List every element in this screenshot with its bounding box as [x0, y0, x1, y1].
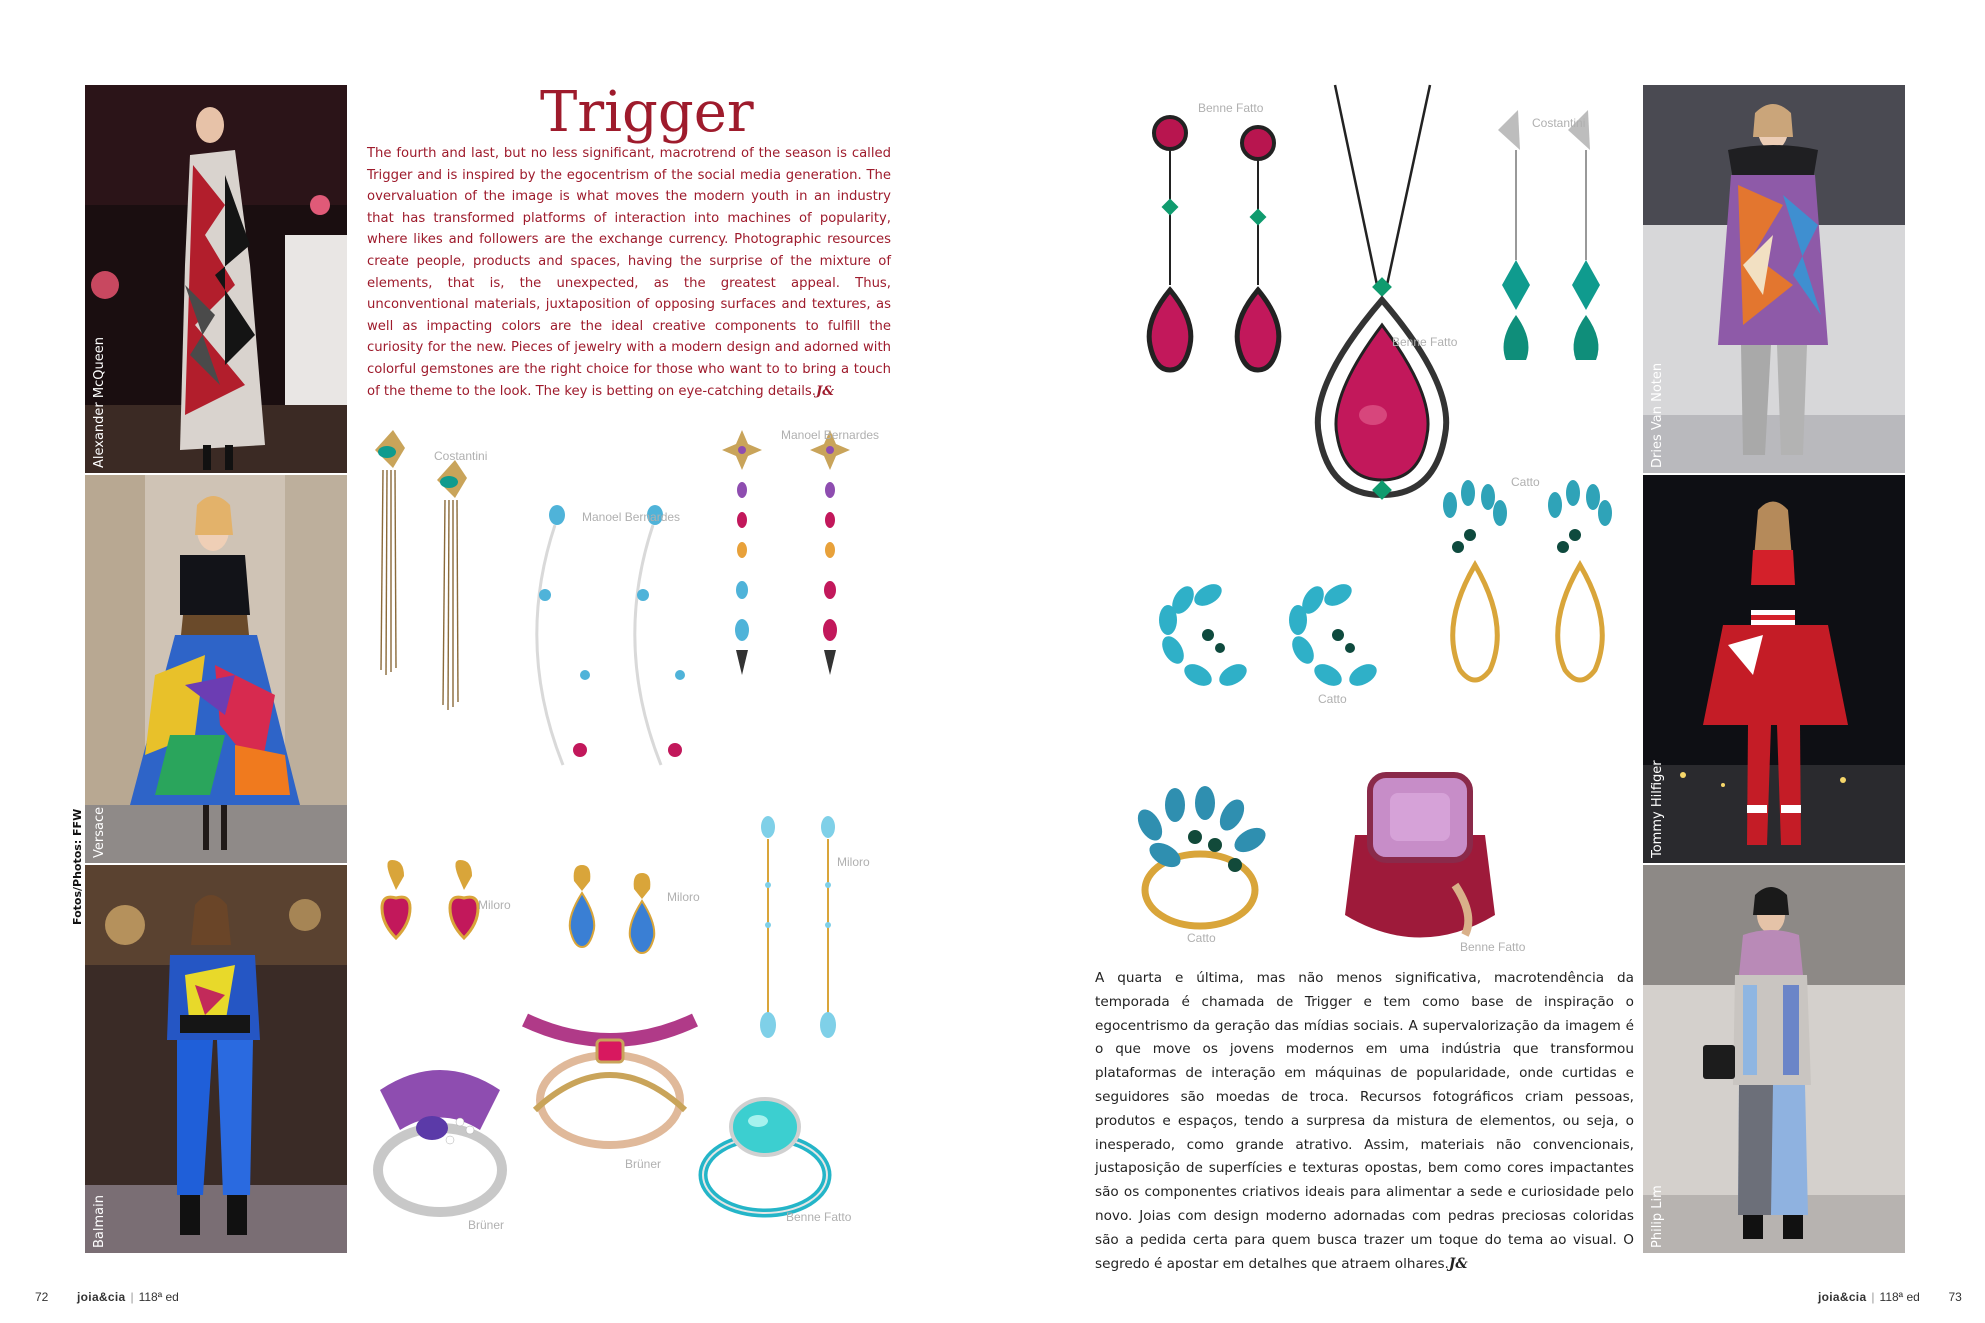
runway-photo-versace — [85, 475, 347, 863]
manoel-bernardes-drop-earrings — [720, 430, 855, 680]
end-mark: J& — [815, 383, 835, 399]
footer-edition-left: 118ª ed — [138, 1290, 179, 1304]
label-benne-fatto-earrings: Benne Fatto — [1198, 101, 1264, 115]
bruner-ruby-cross-ring — [515, 1000, 700, 1155]
benne-fatto-rubellite-earrings — [1140, 95, 1290, 385]
benne-fatto-amethyst-cocktail-ring — [1335, 765, 1505, 950]
caption-versace: Versace — [92, 806, 107, 858]
end-mark-pt: J& — [1448, 1255, 1468, 1272]
label-catto-hoops: Catto — [1511, 475, 1540, 489]
label-miloro-long: Miloro — [837, 855, 870, 869]
label-manoel-bernardes-drops: Manoel Bernardes — [781, 428, 880, 442]
benne-fatto-paraiba-ring — [690, 1085, 840, 1225]
runway-photo-alexander-mcqueen — [85, 85, 347, 473]
costantini-green-drop-earrings — [1490, 110, 1615, 370]
label-costantini-left: Costantini — [434, 449, 488, 463]
label-miloro-drop: Miloro — [667, 890, 700, 904]
benne-fatto-rubellite-pendant — [1305, 85, 1460, 525]
footer-left: 72 joia&cia | 118ª ed — [35, 1290, 179, 1304]
label-miloro-heart: Miloro — [478, 898, 511, 912]
label-benne-fatto-pendant: Benne Fatto — [1392, 335, 1458, 349]
catto-paisley-drop-earrings — [1430, 475, 1630, 695]
page-number-left: 72 — [35, 1290, 49, 1304]
runway-photo-philip-lim — [1643, 865, 1905, 1253]
caption-dries-van-noten: Dries Van Noten — [1650, 362, 1665, 468]
runway-photo-balmain — [85, 865, 347, 1253]
footer-right: joia&cia | 118ª ed 73 — [1818, 1290, 1962, 1304]
miloro-heart-earrings — [380, 860, 490, 950]
catto-blue-topaz-ring — [1120, 785, 1290, 935]
runway-photo-dries-van-noten — [1643, 85, 1905, 473]
label-costantini-right: Costantini — [1532, 116, 1586, 130]
label-bruner-2: Brüner — [625, 1157, 662, 1171]
footer-brand-left: joia&cia — [77, 1290, 126, 1304]
label-benne-fatto-ring: Benne Fatto — [786, 1210, 852, 1224]
footer-edition-right: 118ª ed — [1879, 1290, 1920, 1304]
manoel-bernardes-hoop-earrings — [525, 505, 690, 790]
label-benne-fatto-cocktail: Benne Fatto — [1460, 940, 1526, 954]
costantini-tassel-earrings — [365, 430, 475, 720]
label-bruner-1: Brüner — [468, 1218, 505, 1232]
article-body-portuguese: A quarta e última, mas não menos significativa, macrotendência da temporada é chamada de Trigger e tem como base de inspiração o egocentrismo da geração das mídias sociais. A supervalorização da imagem é o que move os jovens modernos em uma indústria que transformou plataformas de interação em máquinas de popularidade, onde curtidas e seguidores são moedas de troca. Recursos fotográficos criam pessoas, produtos e espaços, tendo a surpresa da mistura de elementos, ou seja, o inesperado, como grande atrativo. Assim, materiais não convencionais, justaposição de superfícies e texturas opostas, bem como cores impactantes são os componentes criativos ideais para alimentar a sede e curiosidade pelo novo. Joias com design moderno adornadas com pedras preciosas coloridas são a pedida certa para quem busca trazer um toque do tema ao visual. O segredo é apostar em detalhes que atraem olhares.J& — [1095, 970, 1634, 1272]
page-number-right: 73 — [1948, 1290, 1962, 1304]
miloro-drop-earrings — [560, 865, 670, 955]
photo-credit: Fotos/Photos: FFW — [71, 808, 84, 925]
caption-balmain: Balmain — [92, 1195, 107, 1248]
label-manoel-bernardes-hoops: Manoel Bernardes — [582, 510, 681, 524]
runway-photo-tommy-hilfiger — [1643, 475, 1905, 863]
article-body-english: The fourth and last, but no less significant, macrotrend of the season is called Trigger and is inspired by the egocentrism of the social media generation. The overvaluation of the image is what moves the modern youth in an industry that has transformed platforms of interaction into machines of popularity, where likes and followers are the exchange currency. Photographic resources create people, products and spaces, having the surprise of the mixture of elements, that is, the unexpected, as the greatest appeal. Thus, unconventional materials, juxtaposition of opposing surfaces and textures, as well as impacting colors are the ideal creative components to fulfill the curiosity for the new. Pieces of jewelry with a modern design and adorned with colorful gemstones are the right choice for those who want to to bring a touch of the theme to the look. The key is betting on eye-catching details.J& — [367, 146, 891, 399]
miloro-long-earrings — [750, 815, 845, 1050]
article-title: Trigger — [540, 80, 754, 145]
catto-swirl-stud-earrings — [1148, 580, 1378, 700]
bruner-amethyst-ring — [360, 1050, 520, 1220]
footer-brand-right: joia&cia — [1818, 1290, 1867, 1304]
label-catto-ring: Catto — [1187, 931, 1216, 945]
label-catto-studs: Catto — [1318, 692, 1347, 706]
caption-philip-lim: Philip Lim — [1650, 1185, 1665, 1248]
caption-alexander-mcqueen: Alexander McQueen — [92, 337, 107, 468]
caption-tommy-hilfiger: Tommy Hilfiger — [1650, 760, 1665, 858]
